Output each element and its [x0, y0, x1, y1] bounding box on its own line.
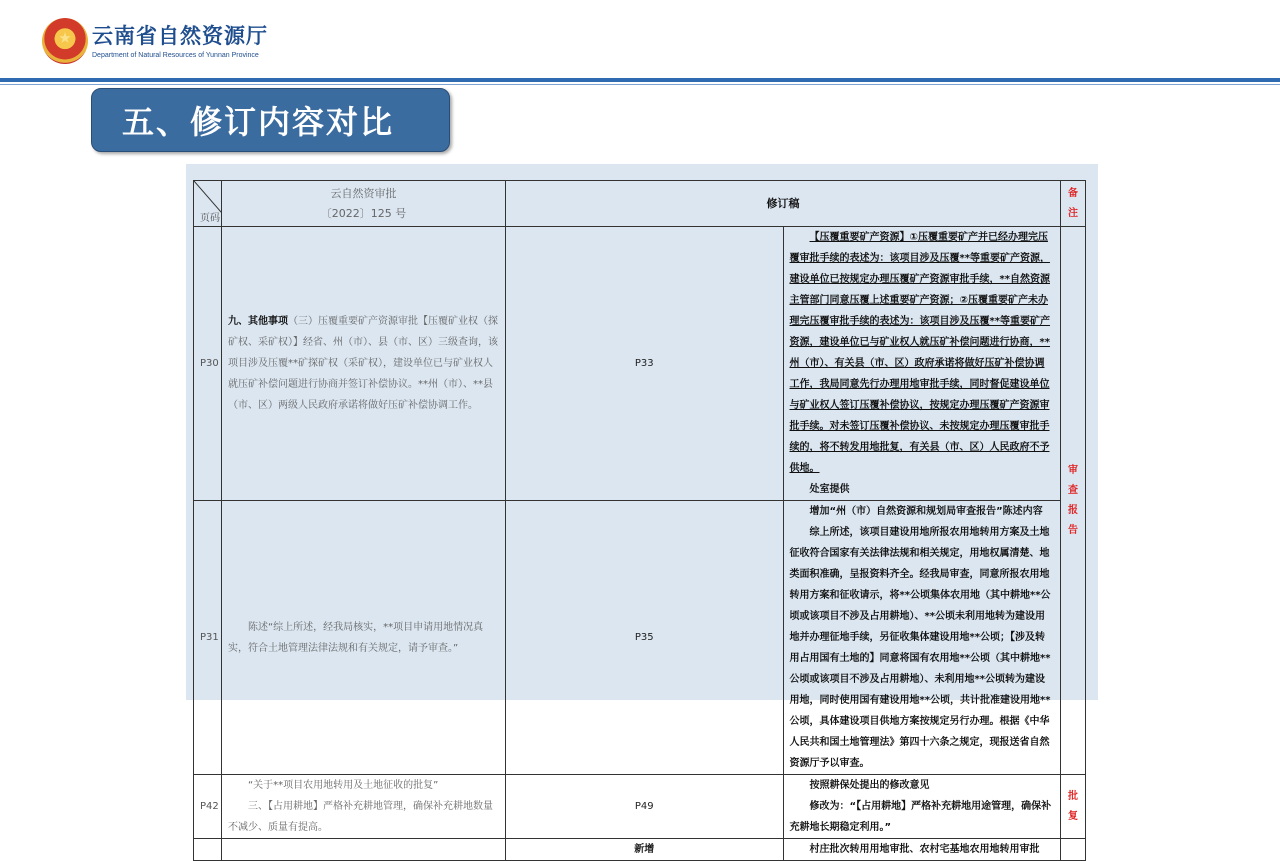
org-name-english: Department of Natural Resources of Yunnan Province	[92, 52, 259, 59]
corner-cell	[194, 181, 222, 227]
header-divider-thin	[0, 84, 1280, 85]
old-content-cell	[222, 839, 506, 861]
new-content-text: 【压覆重要矿产资源】①压覆重要矿产并已经办理完压覆审批手续的表述为：该项目涉及压覆**等重要矿产资源，建设单位已按规定办理压覆矿产资源审批手续，**自然资源主管部门同意压覆上述重要矿产资源；②压覆重要矿产未办理完压覆审批手续的表述为：该项目涉及压覆**等重要矿产资源，建设单位已与矿业权人就压矿补偿问题进行协商，**州（市）、有关县（市、区）政府承诺将做好压矿补偿协调工作，我局同意先行办理用地审批手续，同时督促建设单位与矿业权人签订压覆补偿协议，按规定办理压覆矿产资源审批手续。对未签订压覆补偿协议、未按规定办理压覆审批手续的，将不转发用地批复，有关县（市、区）人民政府不予供地。	[789, 232, 1050, 474]
national-emblem-icon	[42, 18, 88, 64]
table-row	[194, 775, 1086, 839]
remark-header-label: 备注	[1068, 187, 1078, 219]
remark-header	[1061, 181, 1086, 227]
remark-label: 批复	[1068, 790, 1078, 822]
table-row	[194, 227, 1086, 501]
remark-label: 审查报告	[1068, 464, 1078, 536]
table-row	[194, 839, 1086, 861]
table-row	[194, 501, 1086, 775]
new-doc-header: 修订稿	[506, 181, 1061, 227]
page-old-cell: P31	[194, 501, 222, 775]
page-new-cell: P33	[506, 227, 784, 501]
revision-comparison-table	[193, 180, 1086, 861]
old-doc-title: 云自然资审批	[330, 186, 397, 200]
old-content-title: “关于**项目农用地转用及土地征收的批复”	[248, 780, 439, 791]
section-title: 五、修订内容对比	[122, 103, 395, 141]
old-doc-header	[222, 181, 506, 227]
remark-cell	[1061, 839, 1086, 861]
old-content-cell	[222, 775, 506, 839]
remark-cell	[1061, 775, 1086, 839]
page-old-cell	[194, 839, 222, 861]
table-header-row	[194, 181, 1086, 227]
old-content-heading: 九、其他事项	[228, 316, 288, 327]
new-content-line1: 按照耕保处提出的修改意见	[809, 780, 930, 791]
new-content-text: 综上所述，该项目建设用地所报农用地转用方案及土地征收符合国家有关法律法规和相关规定，用地权属清楚、地类面积准确，呈报资料齐全。经我局审查，同意所报农用地转用方案和征收请示，将**公顷集体农用地（其中耕地**公顷或该项目不涉及占用耕地）、**公顷未利用地转为建设用地并办理征地手续，另征收集体建设用地**公顷；【涉及转用占用国有土地的】同意将国有农用地**公顷（其中耕地**公顷或该项目不涉及占用耕地）、未利用地**公顷转为建设用地，同时使用国有建设用地**公顷，共计批准建设用地**公顷，具体建设项目供地方案按规定另行办理。根据《中华人民共和国土地管理法》第四十六条之规定，现报送省自然资源厅予以审查。	[789, 527, 1051, 769]
section-title-box	[91, 88, 450, 152]
old-doc-number: 〔2022〕125 号	[320, 206, 407, 220]
comparison-document	[186, 164, 1098, 855]
page-old-cell: P30	[194, 227, 222, 501]
corner-label: 页码	[200, 213, 220, 224]
remark-cell	[1061, 227, 1086, 775]
new-content-text: 村庄批次转用用地审批、农村宅基地农用地转用审批	[809, 844, 1040, 855]
old-content-text: 陈述“综上所述，经我局核实，**项目申请用地情况真实，符合土地管理法律法规和有关规定，请予审查。”	[228, 621, 484, 654]
new-content-cell	[783, 839, 1061, 861]
page-new-cell: 新增	[506, 839, 784, 861]
page-old-cell: P42	[194, 775, 222, 839]
old-content-cell	[222, 227, 506, 501]
old-content-text: （三）压覆重要矿产资源审批【压覆矿业权（探矿权、采矿权）】经省、州（市）、县（市、区）三级查询，该项目涉及压覆**矿探矿权（采矿权），建设单位已与矿业权人就压矿补偿问题进行协商并签订补偿协议。**州（市）、**县（市、区）两级人民政府承诺将做好压矿补偿协调工作。	[228, 316, 498, 411]
page-new-cell: P49	[506, 775, 784, 839]
old-content-cell	[222, 501, 506, 775]
page-new-cell: P35	[506, 501, 784, 775]
new-content-note: 处室提供	[809, 484, 850, 495]
old-content-text: 三、【占用耕地】严格补充耕地管理，确保补充耕地数量不减少、质量有提高。	[228, 801, 493, 833]
header-bar	[0, 0, 1280, 80]
new-content-line2: 修改为：“【占用耕地】严格补充耕地用途管理，确保补充耕地长期稳定利用。”	[789, 801, 1052, 833]
new-content-intro: 增加“州（市）自然资源和规划局审查报告”陈述内容	[809, 506, 1043, 517]
header-divider	[0, 78, 1280, 82]
new-content-cell	[783, 501, 1061, 775]
new-content-cell	[783, 227, 1061, 501]
org-name: 云南省自然资源厅	[92, 23, 268, 48]
new-content-cell	[783, 775, 1061, 839]
